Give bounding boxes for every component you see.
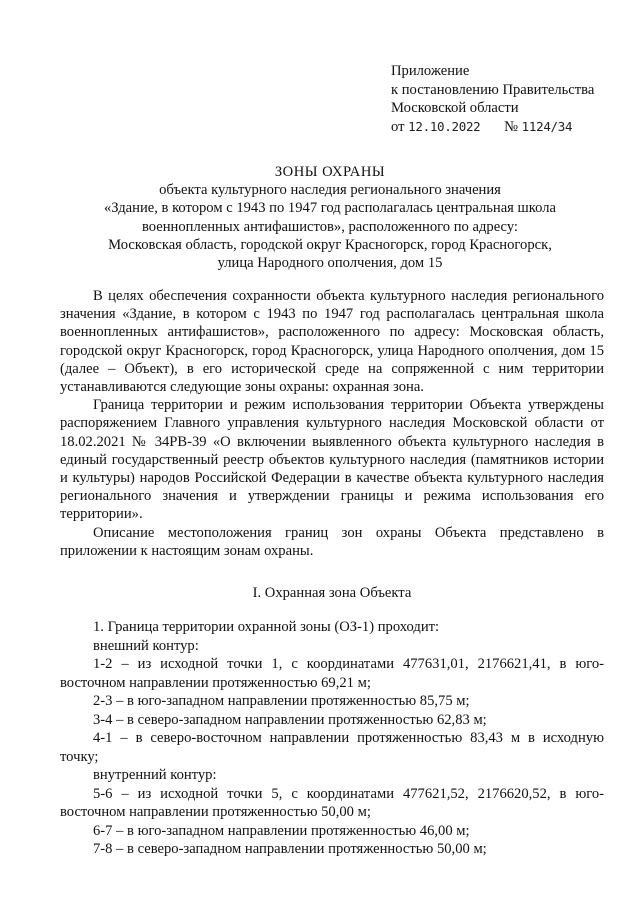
- approval-number-sign: №: [504, 118, 518, 135]
- outer-segment-2-3: 2-3 – в юго-западном направлении протяженностью 85,75 м;: [93, 693, 470, 709]
- outer-segment-4-1: 4-1 – в северо-восточном направлении протяженностью 83,43 м в исходную точку;: [60, 730, 604, 765]
- section-heading: I. Охранная зона Объекта: [252, 585, 412, 601]
- approval-ot-label: от: [391, 118, 405, 135]
- zone-boundary-description: [60, 618, 604, 859]
- zone-item-1: 1. Граница территории охранной зоны (ОЗ-1) проходит:: [93, 619, 440, 635]
- approval-date: 12.10.2022: [408, 118, 481, 134]
- inner-segment-7-8: 7-8 – в северо-западном направлении протяженностью 50,00 м;: [93, 841, 487, 857]
- approval-date-line: [391, 118, 631, 137]
- approval-line-resolution: к постановлению Правительства: [391, 81, 595, 98]
- outer-segment-1-2: 1-2 – из исходной точки 1, с координатами 477631,01, 2176621,41, в юго-восточном направлении протяженностью 69,21 м;: [60, 656, 604, 691]
- approval-number: 1124/34: [521, 118, 573, 134]
- paragraph-purpose: В целях обеспечения сохранности объекта культурного наследия регионального значения «Здание, в котором с 1943 по 1947 год располагалась центральная школа военнопленных антифашистов», расположенного по адресу: Московская область, городской округ Красногорск, город Красногорск, улица Народного ополчения, дом 15 (далее – Объект), в его исторической среде на сопряженной с ним территории устанавливаются следующие зоны охраны: охранная зона.: [60, 288, 604, 396]
- inner-contour-label: внутренний контур:: [93, 767, 217, 783]
- title-line-object: объекта культурного наследия регионального значения: [159, 182, 501, 199]
- paragraph-description: Описание местоположения границ зон охраны Объекта представлено в приложении к настоящим зонам охраны.: [60, 524, 604, 559]
- document-body: [60, 287, 604, 560]
- outer-contour-label: внешний контур:: [93, 637, 199, 654]
- paragraph-territory: Граница территории и режим использования территории Объекта утверждены распоряжением Главного управления культурного наследия Московской области от 18.02.2021 № 34РВ-39 «О включении выявленного объекта культурного наследия в единый государственный реестр объектов культурного наследия (памятников истории и культуры) народов Российской Федерации в качестве объекта культурного наследия регионального значения и утверждении границы и режима использования его территории».: [60, 397, 604, 523]
- approval-line-appendix: Приложение: [391, 63, 470, 79]
- document-title-block: [60, 163, 600, 272]
- title-line-street: улица Народного ополчения, дом 15: [217, 255, 443, 272]
- document-main-title: ЗОНЫ ОХРАНЫ: [274, 164, 386, 180]
- approval-line-region: Московской области: [391, 100, 519, 116]
- title-line-building: «Здание, в котором с 1943 по 1947 год располагалась центральная школа: [104, 200, 556, 217]
- title-line-address: Московская область, городской округ Красногорск, город Красногорск,: [108, 236, 552, 253]
- outer-segment-3-4: 3-4 – в северо-западном направлении протяженностью 62,83 м;: [93, 711, 487, 728]
- inner-segment-5-6: 5-6 – из исходной точки 5, с координатами 477621,52, 2176620,52, в юго-восточном направлении протяженностью 50,00 м;: [60, 785, 604, 820]
- title-line-antifascists: военнопленных антифашистов», расположенного по адресу:: [142, 218, 518, 235]
- approval-block: [391, 62, 631, 136]
- inner-segment-6-7: 6-7 – в юго-западном направлении протяженностью 46,00 м;: [93, 822, 470, 839]
